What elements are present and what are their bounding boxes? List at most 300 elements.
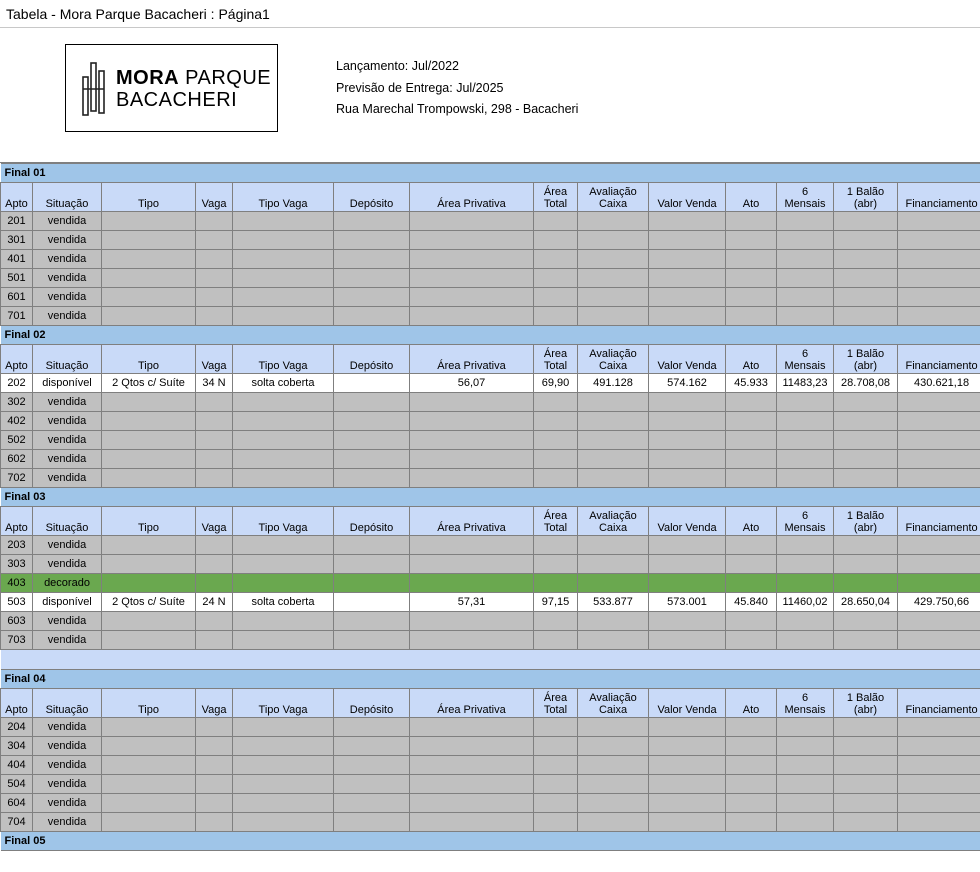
column-header: Avaliação Caixa (578, 183, 649, 212)
table-row[interactable] (1, 412, 980, 431)
ato-cell (726, 631, 777, 650)
column-header: Tipo Vaga (233, 507, 334, 536)
ato-cell: 45.840 (726, 593, 777, 612)
ato-cell (726, 756, 777, 775)
area-total-cell (534, 212, 578, 231)
logo-line-1: MORA PARQUE (116, 67, 272, 89)
financiamento-cell (898, 431, 980, 450)
area-privativa-cell (410, 288, 534, 307)
area-total-cell (534, 231, 578, 250)
financiamento-cell (898, 536, 980, 555)
area-privativa-cell (410, 212, 534, 231)
situacao-cell: vendida (33, 718, 102, 737)
column-header: Área Total (534, 507, 578, 536)
tipo-vaga-cell (233, 250, 334, 269)
financiamento-cell (898, 450, 980, 469)
balao-cell (834, 307, 898, 326)
situacao-cell: vendida (33, 756, 102, 775)
avaliacao-cell (578, 412, 649, 431)
tipo-vaga-cell (233, 393, 334, 412)
tipo-cell (102, 631, 196, 650)
section-header-row (1, 164, 980, 183)
valor-venda-cell (649, 231, 726, 250)
balao-cell (834, 536, 898, 555)
apto-cell: 202 (1, 374, 33, 393)
ato-cell (726, 288, 777, 307)
financiamento-cell (898, 307, 980, 326)
tipo-vaga-cell: solta coberta (233, 593, 334, 612)
deposito-cell (334, 469, 410, 488)
ato-cell (726, 737, 777, 756)
area-total-cell (534, 612, 578, 631)
apto-cell: 701 (1, 307, 33, 326)
area-privativa-cell (410, 412, 534, 431)
area-privativa-cell (410, 631, 534, 650)
valor-venda-cell: 574.162 (649, 374, 726, 393)
column-header-row (1, 507, 980, 536)
area-privativa-cell (410, 231, 534, 250)
mensais-cell: 11460,02 (777, 593, 834, 612)
column-header: Financiamento (898, 183, 980, 212)
mensais-cell (777, 307, 834, 326)
tipo-cell: 2 Qtos c/ Suíte (102, 593, 196, 612)
balao-cell (834, 737, 898, 756)
balao-cell (834, 813, 898, 832)
deposito-cell (334, 593, 410, 612)
column-header: Tipo (102, 345, 196, 374)
column-header: Vaga (196, 507, 233, 536)
tipo-vaga-cell (233, 307, 334, 326)
mensais-cell (777, 536, 834, 555)
vaga-cell: 34 N (196, 374, 233, 393)
table-row[interactable] (1, 612, 980, 631)
apto-cell: 503 (1, 593, 33, 612)
area-privativa-cell: 57,31 (410, 593, 534, 612)
situacao-cell: vendida (33, 631, 102, 650)
column-header: 1 Balão (abr) (834, 689, 898, 718)
column-header: Tipo (102, 183, 196, 212)
apto-cell: 603 (1, 612, 33, 631)
tipo-vaga-cell (233, 412, 334, 431)
apto-cell: 401 (1, 250, 33, 269)
ato-cell (726, 393, 777, 412)
deposito-cell (334, 288, 410, 307)
column-header: Ato (726, 689, 777, 718)
column-header: Apto (1, 183, 33, 212)
tipo-vaga-cell (233, 813, 334, 832)
ato-cell (726, 555, 777, 574)
area-privativa-cell (410, 756, 534, 775)
vaga-cell (196, 794, 233, 813)
deposito-cell (334, 231, 410, 250)
valor-venda-cell (649, 307, 726, 326)
tipo-vaga-cell (233, 269, 334, 288)
table-row[interactable] (1, 574, 980, 593)
tipo-vaga-cell (233, 775, 334, 794)
ato-cell (726, 813, 777, 832)
logo-line-2: BACACHERI (116, 89, 238, 111)
tipo-cell (102, 412, 196, 431)
vaga-cell (196, 250, 233, 269)
apto-cell: 404 (1, 756, 33, 775)
column-header: Depósito (334, 183, 410, 212)
apto-cell: 201 (1, 212, 33, 231)
brand-logo (65, 44, 278, 132)
deposito-cell (334, 212, 410, 231)
situacao-cell: vendida (33, 250, 102, 269)
table-row[interactable] (1, 250, 980, 269)
balao-cell: 28.708,08 (834, 374, 898, 393)
table-row[interactable] (1, 737, 980, 756)
table-row[interactable] (1, 775, 980, 794)
avaliacao-cell (578, 718, 649, 737)
area-total-cell (534, 737, 578, 756)
window-title: Tabela - Mora Parque Bacacheri : Página1 (6, 6, 270, 22)
column-header: Situação (33, 345, 102, 374)
tipo-cell (102, 393, 196, 412)
avaliacao-cell (578, 307, 649, 326)
avaliacao-cell (578, 631, 649, 650)
column-header: Tipo Vaga (233, 345, 334, 374)
area-privativa-cell (410, 269, 534, 288)
tipo-vaga-cell (233, 212, 334, 231)
table-row[interactable] (1, 813, 980, 832)
area-privativa-cell (410, 813, 534, 832)
mensais-cell (777, 212, 834, 231)
balao-cell (834, 431, 898, 450)
vaga-cell (196, 756, 233, 775)
vaga-cell (196, 718, 233, 737)
area-privativa-cell (410, 612, 534, 631)
mensais-cell (777, 555, 834, 574)
column-header: Vaga (196, 183, 233, 212)
avaliacao-cell (578, 269, 649, 288)
mensais-cell (777, 574, 834, 593)
area-total-cell (534, 794, 578, 813)
deposito-cell (334, 737, 410, 756)
ato-cell (726, 718, 777, 737)
mensais-cell (777, 431, 834, 450)
tipo-vaga-cell (233, 288, 334, 307)
financiamento-cell (898, 393, 980, 412)
tipo-vaga-cell (233, 612, 334, 631)
balao-cell (834, 775, 898, 794)
section-header-row (1, 832, 980, 851)
area-privativa-cell (410, 794, 534, 813)
financiamento-cell (898, 775, 980, 794)
table-row[interactable] (1, 288, 980, 307)
balao-cell (834, 794, 898, 813)
tipo-cell (102, 231, 196, 250)
table-row[interactable] (1, 593, 980, 612)
area-total-cell (534, 555, 578, 574)
ato-cell (726, 574, 777, 593)
mensais-cell (777, 794, 834, 813)
balao-cell (834, 756, 898, 775)
valor-venda-cell (649, 250, 726, 269)
tipo-cell (102, 813, 196, 832)
apto-cell: 502 (1, 431, 33, 450)
valor-venda-cell (649, 775, 726, 794)
column-header: Área Total (534, 345, 578, 374)
vaga-cell (196, 536, 233, 555)
section-title: Final 03 (1, 488, 980, 507)
tipo-cell (102, 718, 196, 737)
column-header-row (1, 345, 980, 374)
area-privativa-cell (410, 469, 534, 488)
area-privativa-cell (410, 737, 534, 756)
table-row[interactable] (1, 536, 980, 555)
deposito-cell (334, 307, 410, 326)
table-row[interactable] (1, 374, 980, 393)
tipo-cell: 2 Qtos c/ Suíte (102, 374, 196, 393)
table-row[interactable] (1, 307, 980, 326)
deposito-cell (334, 374, 410, 393)
column-header: Depósito (334, 507, 410, 536)
table-row[interactable] (1, 269, 980, 288)
section-title: Final 04 (1, 670, 980, 689)
table-row[interactable] (1, 393, 980, 412)
section-title: Final 05 (1, 832, 980, 851)
financiamento-cell (898, 469, 980, 488)
area-total-cell (534, 288, 578, 307)
apto-cell: 504 (1, 775, 33, 794)
area-privativa-cell (410, 574, 534, 593)
tipo-cell (102, 612, 196, 631)
vaga-cell (196, 212, 233, 231)
mensais-cell (777, 631, 834, 650)
situacao-cell: vendida (33, 212, 102, 231)
area-privativa-cell (410, 555, 534, 574)
financiamento-cell (898, 737, 980, 756)
situacao-cell: vendida (33, 288, 102, 307)
financiamento-cell: 429.750,66 (898, 593, 980, 612)
column-header: Tipo Vaga (233, 689, 334, 718)
vaga-cell (196, 631, 233, 650)
mensais-cell (777, 718, 834, 737)
situacao-cell: vendida (33, 307, 102, 326)
apto-cell: 602 (1, 450, 33, 469)
address: Rua Marechal Trompowski, 298 - Bacacheri (336, 102, 579, 116)
column-header: 6 Mensais (777, 689, 834, 718)
column-header: 6 Mensais (777, 345, 834, 374)
mensais-cell (777, 393, 834, 412)
balao-cell (834, 555, 898, 574)
table-row[interactable] (1, 450, 980, 469)
apto-cell: 304 (1, 737, 33, 756)
tipo-vaga-cell (233, 231, 334, 250)
deposito-cell (334, 813, 410, 832)
column-header: Depósito (334, 689, 410, 718)
valor-venda-cell (649, 536, 726, 555)
area-total-cell (534, 269, 578, 288)
ato-cell (726, 231, 777, 250)
avaliacao-cell (578, 469, 649, 488)
tipo-cell (102, 212, 196, 231)
column-header: 1 Balão (abr) (834, 345, 898, 374)
deposito-cell (334, 536, 410, 555)
avaliacao-cell (578, 450, 649, 469)
delivery-date: Previsão de Entrega: Jul/2025 (336, 80, 504, 95)
vaga-cell (196, 612, 233, 631)
area-total-cell (534, 631, 578, 650)
ato-cell (726, 212, 777, 231)
area-privativa-cell (410, 450, 534, 469)
column-header: Valor Venda (649, 183, 726, 212)
column-header: Depósito (334, 345, 410, 374)
window-titlebar (0, 0, 980, 28)
mensais-cell (777, 231, 834, 250)
vaga-cell (196, 307, 233, 326)
deposito-cell (334, 250, 410, 269)
avaliacao-cell (578, 250, 649, 269)
avaliacao-cell (578, 794, 649, 813)
financiamento-cell (898, 231, 980, 250)
situacao-cell: vendida (33, 231, 102, 250)
mensais-cell (777, 737, 834, 756)
tipo-cell (102, 250, 196, 269)
vaga-cell (196, 431, 233, 450)
spacer-row (1, 650, 980, 670)
column-header: Financiamento (898, 345, 980, 374)
avaliacao-cell: 491.128 (578, 374, 649, 393)
tipo-vaga-cell (233, 574, 334, 593)
area-privativa-cell (410, 718, 534, 737)
table-row[interactable] (1, 794, 980, 813)
situacao-cell: disponível (33, 593, 102, 612)
column-header: Apto (1, 345, 33, 374)
mensais-cell: 11483,23 (777, 374, 834, 393)
financiamento-cell (898, 412, 980, 431)
avaliacao-cell (578, 612, 649, 631)
ato-cell (726, 794, 777, 813)
ato-cell (726, 612, 777, 631)
area-total-cell (534, 775, 578, 794)
area-total-cell (534, 718, 578, 737)
tipo-cell (102, 307, 196, 326)
apto-cell: 703 (1, 631, 33, 650)
tipo-cell (102, 288, 196, 307)
launch-date: Lançamento: Jul/2022 (336, 59, 460, 73)
financiamento-cell (898, 794, 980, 813)
section-header-row (1, 326, 980, 345)
column-header: Área Privativa (410, 183, 534, 212)
vaga-cell: 24 N (196, 593, 233, 612)
column-header: Área Total (534, 183, 578, 212)
situacao-cell: vendida (33, 269, 102, 288)
valor-venda-cell (649, 555, 726, 574)
apto-cell: 704 (1, 813, 33, 832)
column-header: Tipo (102, 507, 196, 536)
mensais-cell (777, 469, 834, 488)
valor-venda-cell (649, 431, 726, 450)
tipo-cell (102, 536, 196, 555)
balao-cell (834, 288, 898, 307)
table-row[interactable] (1, 718, 980, 737)
avaliacao-cell (578, 574, 649, 593)
ato-cell (726, 307, 777, 326)
table-row[interactable] (1, 469, 980, 488)
vaga-cell (196, 231, 233, 250)
situacao-cell: vendida (33, 813, 102, 832)
valor-venda-cell (649, 450, 726, 469)
table-row[interactable] (1, 212, 980, 231)
table-row[interactable] (1, 431, 980, 450)
apto-cell: 203 (1, 536, 33, 555)
valor-venda-cell (649, 794, 726, 813)
column-header: Financiamento (898, 689, 980, 718)
ato-cell: 45.933 (726, 374, 777, 393)
apto-cell: 403 (1, 574, 33, 593)
column-header: Financiamento (898, 507, 980, 536)
financiamento-cell: 430.621,18 (898, 374, 980, 393)
ato-cell (726, 250, 777, 269)
vaga-cell (196, 288, 233, 307)
avaliacao-cell (578, 775, 649, 794)
tipo-vaga-cell (233, 794, 334, 813)
valor-venda-cell (649, 612, 726, 631)
avaliacao-cell (578, 431, 649, 450)
column-header: Situação (33, 689, 102, 718)
financiamento-cell (898, 631, 980, 650)
valor-venda-cell (649, 813, 726, 832)
deposito-cell (334, 555, 410, 574)
column-header: Valor Venda (649, 345, 726, 374)
tipo-vaga-cell (233, 756, 334, 775)
table-row[interactable] (1, 231, 980, 250)
valor-venda-cell (649, 718, 726, 737)
column-header: Vaga (196, 689, 233, 718)
area-privativa-cell: 56,07 (410, 374, 534, 393)
table-row[interactable] (1, 756, 980, 775)
tipo-cell (102, 737, 196, 756)
column-header: Ato (726, 183, 777, 212)
table-row[interactable] (1, 555, 980, 574)
balao-cell (834, 574, 898, 593)
tipo-cell (102, 756, 196, 775)
balao-cell: 28.650,04 (834, 593, 898, 612)
balao-cell (834, 250, 898, 269)
area-privativa-cell (410, 307, 534, 326)
balao-cell (834, 212, 898, 231)
valor-venda-cell (649, 212, 726, 231)
table-row[interactable] (1, 631, 980, 650)
avaliacao-cell: 533.877 (578, 593, 649, 612)
column-header: 6 Mensais (777, 507, 834, 536)
section-title: Final 02 (1, 326, 980, 345)
vaga-cell (196, 450, 233, 469)
column-header: Apto (1, 507, 33, 536)
area-total-cell (534, 469, 578, 488)
area-total-cell: 97,15 (534, 593, 578, 612)
valor-venda-cell (649, 574, 726, 593)
apto-cell: 604 (1, 794, 33, 813)
column-header: Situação (33, 507, 102, 536)
column-header: Área Total (534, 689, 578, 718)
apto-cell: 702 (1, 469, 33, 488)
financiamento-cell (898, 813, 980, 832)
financiamento-cell (898, 269, 980, 288)
balao-cell (834, 269, 898, 288)
apto-cell: 501 (1, 269, 33, 288)
vaga-cell (196, 469, 233, 488)
vaga-cell (196, 737, 233, 756)
column-header: Situação (33, 183, 102, 212)
ato-cell (726, 431, 777, 450)
valor-venda-cell (649, 412, 726, 431)
apto-cell: 601 (1, 288, 33, 307)
mensais-cell (777, 450, 834, 469)
